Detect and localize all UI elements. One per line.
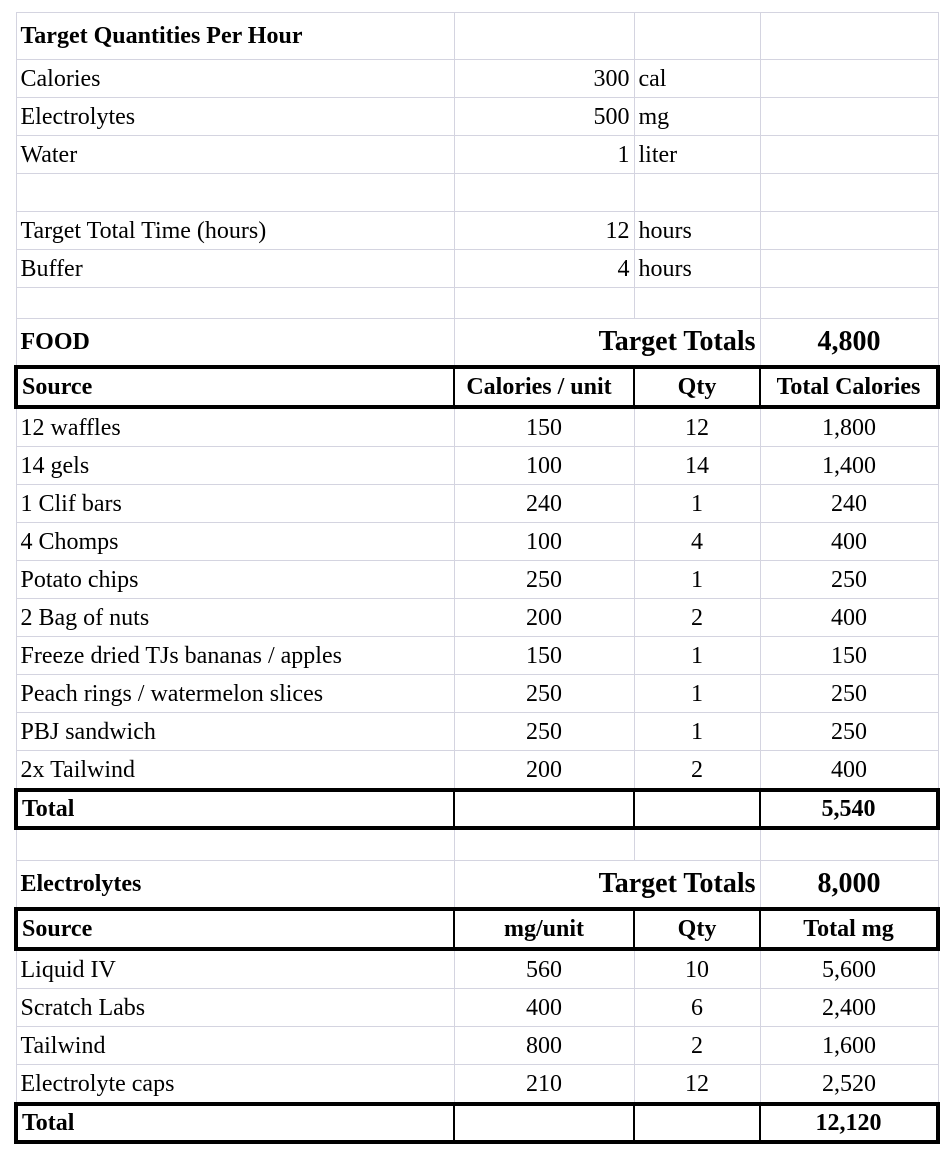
food-qty[interactable]: 2 bbox=[634, 751, 760, 791]
electrolyte-total[interactable]: 2,400 bbox=[760, 989, 938, 1027]
food-total[interactable]: 400 bbox=[760, 751, 938, 791]
food-total-value[interactable]: 5,540 bbox=[760, 790, 938, 828]
food-total-row bbox=[16, 790, 938, 828]
target-value[interactable]: 500 bbox=[454, 98, 634, 136]
electrolyte-per-unit[interactable]: 560 bbox=[454, 949, 634, 989]
food-row bbox=[16, 407, 938, 447]
time-label[interactable]: Target Total Time (hours) bbox=[16, 212, 454, 250]
food-header-source[interactable]: Source bbox=[16, 367, 454, 407]
food-header-row bbox=[16, 367, 938, 407]
food-title[interactable]: FOOD bbox=[16, 319, 454, 368]
food-qty[interactable]: 1 bbox=[634, 561, 760, 599]
time-value[interactable]: 12 bbox=[454, 212, 634, 250]
target-value[interactable]: 300 bbox=[454, 60, 634, 98]
electrolytes-header-total[interactable]: Total mg bbox=[760, 909, 938, 949]
food-total[interactable]: 400 bbox=[760, 599, 938, 637]
food-row bbox=[16, 447, 938, 485]
food-source[interactable]: Freeze dried TJs bananas / apples bbox=[16, 637, 454, 675]
food-total[interactable]: 150 bbox=[760, 637, 938, 675]
electrolytes-total-row bbox=[16, 1104, 938, 1142]
electrolyte-row bbox=[16, 949, 938, 989]
electrolyte-source[interactable]: Tailwind bbox=[16, 1027, 454, 1065]
empty-row bbox=[16, 174, 938, 212]
buffer-value[interactable]: 4 bbox=[454, 250, 634, 288]
food-total[interactable]: 250 bbox=[760, 713, 938, 751]
empty-row bbox=[16, 288, 938, 319]
electrolyte-row bbox=[16, 989, 938, 1027]
food-row bbox=[16, 523, 938, 561]
food-total[interactable]: 400 bbox=[760, 523, 938, 561]
electrolyte-source[interactable]: Electrolyte caps bbox=[16, 1065, 454, 1105]
food-per-unit[interactable]: 150 bbox=[454, 637, 634, 675]
food-per-unit[interactable]: 100 bbox=[454, 447, 634, 485]
buffer-label[interactable]: Buffer bbox=[16, 250, 454, 288]
food-qty[interactable]: 1 bbox=[634, 485, 760, 523]
electrolyte-per-unit[interactable]: 800 bbox=[454, 1027, 634, 1065]
food-source[interactable]: 2 Bag of nuts bbox=[16, 599, 454, 637]
target-row bbox=[16, 60, 938, 98]
electrolyte-row bbox=[16, 1027, 938, 1065]
targets-title-row bbox=[16, 13, 938, 60]
food-source[interactable]: 4 Chomps bbox=[16, 523, 454, 561]
food-row bbox=[16, 561, 938, 599]
target-label[interactable]: Calories bbox=[16, 60, 454, 98]
electrolyte-per-unit[interactable]: 210 bbox=[454, 1065, 634, 1105]
food-per-unit[interactable]: 240 bbox=[454, 485, 634, 523]
buffer-row bbox=[16, 250, 938, 288]
electrolytes-target-value[interactable]: 8,000 bbox=[760, 861, 938, 910]
target-row bbox=[16, 98, 938, 136]
food-total[interactable]: 250 bbox=[760, 561, 938, 599]
target-label[interactable]: Electrolytes bbox=[16, 98, 454, 136]
food-qty[interactable]: 1 bbox=[634, 637, 760, 675]
food-total[interactable]: 240 bbox=[760, 485, 938, 523]
food-header-per-unit[interactable]: Calories / unit bbox=[454, 367, 634, 407]
electrolytes-total-label[interactable]: Total bbox=[16, 1104, 454, 1142]
target-label[interactable]: Water bbox=[16, 136, 454, 174]
food-row bbox=[16, 751, 938, 791]
food-row bbox=[16, 713, 938, 751]
target-row bbox=[16, 136, 938, 174]
food-row bbox=[16, 485, 938, 523]
food-header-qty[interactable]: Qty bbox=[634, 367, 760, 407]
food-per-unit[interactable]: 250 bbox=[454, 713, 634, 751]
food-source[interactable]: 1 Clif bars bbox=[16, 485, 454, 523]
electrolytes-target-label[interactable]: Target Totals bbox=[454, 861, 760, 910]
electrolyte-total[interactable]: 5,600 bbox=[760, 949, 938, 989]
food-title-row bbox=[16, 319, 938, 368]
empty-row bbox=[16, 828, 938, 861]
target-unit[interactable]: cal bbox=[634, 60, 760, 98]
electrolyte-total[interactable]: 2,520 bbox=[760, 1065, 938, 1105]
food-qty[interactable]: 1 bbox=[634, 713, 760, 751]
buffer-unit[interactable]: hours bbox=[634, 250, 760, 288]
electrolytes-title-row bbox=[16, 861, 938, 910]
food-per-unit[interactable]: 250 bbox=[454, 561, 634, 599]
food-per-unit[interactable]: 250 bbox=[454, 675, 634, 713]
electrolyte-per-unit[interactable]: 400 bbox=[454, 989, 634, 1027]
food-target-label[interactable]: Target Totals bbox=[454, 319, 760, 368]
electrolyte-qty[interactable]: 6 bbox=[634, 989, 760, 1027]
food-per-unit[interactable]: 150 bbox=[454, 407, 634, 447]
food-total[interactable]: 1,400 bbox=[760, 447, 938, 485]
food-per-unit[interactable]: 200 bbox=[454, 599, 634, 637]
food-row bbox=[16, 599, 938, 637]
food-source[interactable]: 12 waffles bbox=[16, 407, 454, 447]
food-per-unit[interactable]: 100 bbox=[454, 523, 634, 561]
food-qty[interactable]: 14 bbox=[634, 447, 760, 485]
food-qty[interactable]: 4 bbox=[634, 523, 760, 561]
electrolyte-qty[interactable]: 2 bbox=[634, 1027, 760, 1065]
food-source[interactable]: PBJ sandwich bbox=[16, 713, 454, 751]
food-source[interactable]: 14 gels bbox=[16, 447, 454, 485]
food-total-label[interactable]: Total bbox=[16, 790, 454, 828]
electrolyte-qty[interactable]: 10 bbox=[634, 949, 760, 989]
food-qty[interactable]: 1 bbox=[634, 675, 760, 713]
electrolyte-row bbox=[16, 1065, 938, 1105]
food-row bbox=[16, 637, 938, 675]
time-row bbox=[16, 212, 938, 250]
food-per-unit[interactable]: 200 bbox=[454, 751, 634, 791]
electrolytes-header-row bbox=[16, 909, 938, 949]
electrolytes-header-per-unit[interactable]: mg/unit bbox=[454, 909, 634, 949]
targets-title[interactable]: Target Quantities Per Hour bbox=[16, 13, 454, 60]
food-target-value[interactable]: 4,800 bbox=[760, 319, 938, 368]
food-row bbox=[16, 675, 938, 713]
food-source[interactable]: Peach rings / watermelon slices bbox=[16, 675, 454, 713]
target-unit[interactable]: liter bbox=[634, 136, 760, 174]
food-qty[interactable]: 12 bbox=[634, 407, 760, 447]
electrolyte-source[interactable]: Liquid IV bbox=[16, 949, 454, 989]
electrolytes-total-value[interactable]: 12,120 bbox=[760, 1104, 938, 1142]
time-unit[interactable]: hours bbox=[634, 212, 760, 250]
food-source[interactable]: 2x Tailwind bbox=[16, 751, 454, 791]
spreadsheet-grid bbox=[14, 12, 940, 1144]
electrolyte-total[interactable]: 1,600 bbox=[760, 1027, 938, 1065]
electrolytes-header-qty[interactable]: Qty bbox=[634, 909, 760, 949]
food-source[interactable]: Potato chips bbox=[16, 561, 454, 599]
electrolytes-title[interactable]: Electrolytes bbox=[16, 861, 454, 910]
food-total[interactable]: 1,800 bbox=[760, 407, 938, 447]
target-value[interactable]: 1 bbox=[454, 136, 634, 174]
electrolyte-qty[interactable]: 12 bbox=[634, 1065, 760, 1105]
food-total[interactable]: 250 bbox=[760, 675, 938, 713]
electrolyte-source[interactable]: Scratch Labs bbox=[16, 989, 454, 1027]
food-header-total[interactable]: Total Calories bbox=[760, 367, 938, 407]
electrolytes-header-source[interactable]: Source bbox=[16, 909, 454, 949]
target-unit[interactable]: mg bbox=[634, 98, 760, 136]
food-qty[interactable]: 2 bbox=[634, 599, 760, 637]
